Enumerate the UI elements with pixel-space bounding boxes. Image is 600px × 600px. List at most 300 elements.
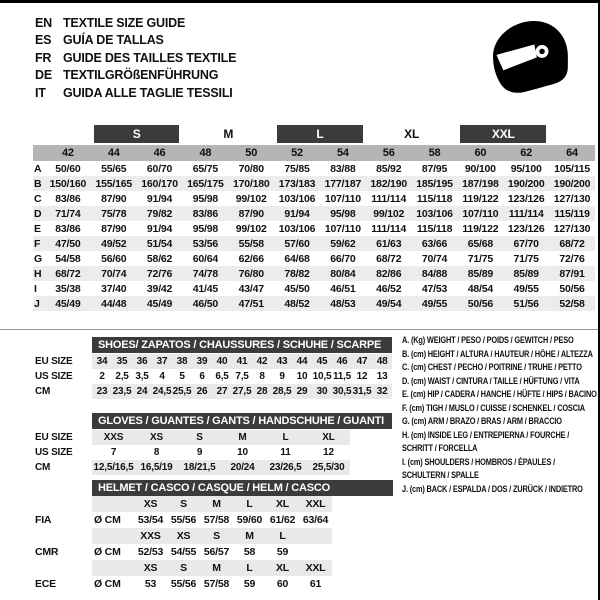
size-value: 11,5 [332, 371, 352, 382]
section-divider [0, 329, 600, 330]
measurement-value: 70/74 [91, 266, 137, 281]
size-value: 27,5 [232, 386, 252, 397]
helmet-size-value: 55/56 [170, 514, 197, 526]
size-value: 11 [280, 447, 291, 458]
measurement-value: 177/187 [320, 176, 366, 191]
measurement-value: 187/198 [457, 176, 503, 191]
size-column-header: 42 [45, 145, 91, 161]
row-label: EU SIZE [35, 432, 73, 443]
measurement-value: 83/86 [55, 192, 81, 205]
size-value: 35 [112, 354, 132, 369]
spacer-cell [33, 124, 91, 145]
row-label: US SIZE [35, 447, 73, 458]
spacer-cell [332, 544, 393, 560]
gloves-row [35, 430, 392, 445]
size-value: 7,5 [235, 371, 249, 382]
helmet-size-value: 61/62 [269, 514, 296, 526]
measurement-value: 45/50 [284, 282, 310, 295]
language-title-list [35, 14, 236, 102]
racing-helmet-icon [487, 12, 573, 108]
size-group-label-s: S [94, 125, 180, 143]
measurement-value: 87/91 [549, 266, 595, 281]
spacer-cell [35, 337, 92, 354]
spacer-cell [35, 480, 92, 496]
size-value: 3,5 [135, 371, 149, 382]
spacer-cell [332, 560, 393, 576]
size-value: 37 [152, 354, 172, 369]
measurement-value: 68/72 [45, 266, 91, 281]
size-column-header: 50 [228, 145, 274, 161]
helmet-size-value: 54/55 [170, 546, 197, 558]
size-value: 42 [252, 354, 272, 369]
helmet-size-header: L [266, 528, 299, 544]
measurement-value: 115/118 [416, 222, 453, 235]
measurement-value: 72/76 [559, 252, 585, 265]
measurement-value: 182/190 [366, 176, 412, 191]
measurement-value: 85/92 [376, 162, 402, 175]
measurement-value: 50/56 [559, 282, 585, 295]
measurement-value: 51/56 [503, 296, 549, 311]
legend-line: SCHRITT / FORCELLA [402, 443, 478, 453]
helmet-size-header: S [167, 496, 200, 512]
size-value: 10,5 [312, 371, 332, 382]
size-group-label-l: L [277, 125, 363, 143]
helmet-size-header-row [35, 496, 393, 512]
measurement-value: 190/200 [549, 176, 595, 191]
helmet-size-value: 59/60 [236, 514, 263, 526]
size-value: 2 [99, 371, 105, 382]
measurement-value: 103/106 [412, 206, 458, 221]
helmet-size-value: 59 [276, 546, 289, 558]
measurement-row [33, 221, 595, 236]
size-value: 27 [212, 384, 232, 399]
unit-label: Ø CM [94, 514, 121, 526]
size-value: 47 [352, 354, 372, 369]
measurement-value: 62/66 [238, 252, 264, 265]
size-value: 38 [172, 354, 192, 369]
measurement-value: 190/200 [503, 176, 549, 191]
helmet-standard-row [35, 544, 393, 560]
measurement-row [33, 281, 595, 296]
legend-line: A. (Kg) WEIGHT / PESO / POIDS / GEWITCH / PESO [402, 335, 574, 345]
spacer-cell [35, 413, 92, 430]
language-row [35, 14, 236, 32]
measurement-value: 68/72 [376, 252, 402, 265]
measurement-value: 115/118 [416, 192, 453, 205]
row-label: EU SIZE [35, 356, 73, 367]
row-label: CM [35, 462, 51, 473]
helmet-size-value: 59 [243, 578, 256, 590]
measurement-value: 87/95 [421, 162, 448, 175]
helmet-title-row [35, 480, 393, 496]
measurement-value: 41/45 [192, 282, 219, 295]
legend-item [402, 348, 599, 362]
measurement-value: 48/54 [467, 282, 493, 295]
size-value: 41 [232, 354, 252, 369]
measurement-value: 70/74 [421, 252, 448, 265]
measurement-value: 107/110 [324, 222, 361, 235]
legend-line: H. (cm) INSIDE LEG / ENTREPIERNA / FOURCHE / [402, 429, 570, 440]
helmet-size-value: 53 [144, 578, 157, 590]
measurement-value: 60/64 [192, 252, 219, 265]
language-title: TEXTILE SIZE GUIDE [63, 15, 186, 30]
measurement-value: 95/98 [320, 206, 366, 221]
visor-pivot-dot [539, 49, 545, 55]
helmet-size-value: 61 [309, 578, 322, 590]
size-value: 25,5/30 [307, 460, 350, 475]
size-value: 26 [192, 384, 212, 399]
size-value: L [264, 430, 307, 445]
helmet-size-value: 56/57 [203, 546, 230, 558]
measurement-value: 99/102 [235, 192, 267, 205]
legend-line: F. (cm) TIGH / MUSLO / CUISSE / SCHENKEL / COSCIA [402, 402, 585, 413]
spacer-cell [33, 145, 45, 161]
measurement-value: 83/88 [330, 162, 356, 175]
standard-label: ECE [35, 578, 56, 590]
helmet-size-header: XL [266, 496, 299, 512]
measurement-value: 46/52 [376, 282, 402, 295]
size-group-label-xl: XL [404, 127, 420, 141]
legend-item [402, 415, 599, 429]
legend-line: B. (cm) HEIGHT / ALTURA / HAUTEUR / HÖHE / ALTEZZA [402, 348, 593, 359]
gloves-title: GLOVES / GUANTES / GANTS / HANDSCHUHE / GUANTI [92, 413, 392, 429]
measurement-value: 51/54 [137, 236, 183, 251]
size-column-header: 54 [320, 145, 366, 161]
measurement-value: 165/175 [182, 176, 228, 191]
helmet-size-value: 52/53 [137, 546, 164, 558]
group-cell [366, 124, 458, 145]
unit-label: Ø CM [94, 578, 121, 590]
legend-line: D. (cm) WAIST / CINTURA / TAILLE / HÜFTUNG / VITA [402, 375, 580, 386]
measurement-value: 50/56 [457, 296, 503, 311]
row-letter: J [33, 296, 45, 311]
size-column-header: 64 [549, 145, 595, 161]
helmet-size-header: XS [134, 496, 167, 512]
size-value: 13 [376, 371, 388, 382]
textile-size-table [33, 124, 595, 311]
language-row [35, 32, 236, 50]
size-value: 44 [292, 354, 312, 369]
spacer-cell [332, 576, 393, 592]
row-letter: H [33, 266, 45, 281]
measurement-row [33, 191, 595, 206]
helmet-size-header: L [233, 496, 266, 512]
language-code: IT [35, 85, 46, 100]
size-value: 10 [237, 447, 248, 458]
helmet-size-value: 53/54 [137, 514, 164, 526]
legend-line: SCHULTERN / SPALLE [402, 470, 479, 480]
measurement-value: 67/70 [503, 236, 549, 251]
measurement-value: 78/82 [274, 266, 320, 281]
legend-item [402, 375, 599, 389]
legend-item [402, 334, 599, 348]
row-letter: B [33, 176, 45, 191]
legend-item [402, 429, 599, 456]
size-value: 5 [179, 371, 185, 382]
size-value: 23 [92, 384, 112, 399]
language-code: EN [35, 15, 52, 30]
measurement-value: 111/114 [371, 222, 407, 235]
measurement-value: 47/53 [421, 282, 448, 295]
measurement-value: 84/88 [412, 266, 458, 281]
legend-line: C. (cm) CHEST / PECHO / POITRINE / TRUHE / PETTO [402, 362, 582, 372]
title-bar-cell [92, 337, 392, 354]
size-value: 32 [372, 384, 392, 399]
helmet-size-value: 58 [243, 546, 256, 558]
measurement-value: 99/102 [235, 222, 267, 235]
measurement-value: 57/60 [274, 236, 320, 251]
spacer-cell [549, 124, 595, 145]
size-value: XXS [92, 430, 135, 445]
language-title: TEXTILGRÖßENFÜHRUNG [63, 68, 219, 83]
measurement-value: 173/183 [274, 176, 320, 191]
spacer-cell [350, 445, 392, 460]
measurement-legend [402, 334, 599, 496]
measurement-value: 99/102 [366, 206, 412, 221]
measurement-value: 123/126 [507, 192, 545, 205]
measurement-value: 47/50 [45, 236, 91, 251]
measurement-value: 54/58 [55, 252, 81, 265]
size-value: M [221, 430, 264, 445]
measurement-row [33, 266, 595, 281]
helmet-size-header: XXS [134, 528, 167, 544]
measurement-value: 91/94 [146, 222, 173, 235]
spacer-cell [92, 528, 134, 544]
measurement-value: 46/51 [330, 282, 356, 295]
measurement-value: 55/65 [101, 162, 127, 175]
measurement-value: 103/106 [278, 222, 316, 235]
row-letter: F [33, 236, 45, 251]
measurement-value: 50/60 [55, 162, 81, 175]
shoes-title: SHOES/ ZAPATOS / CHAUSSURES / SCHUHE / SCARPE [92, 337, 392, 353]
size-value: 24,5 [152, 386, 172, 397]
measurement-row [33, 206, 595, 221]
size-column-header: 58 [412, 145, 458, 161]
measurement-row [33, 161, 595, 176]
measurement-row [33, 176, 595, 191]
measurement-row [33, 296, 595, 311]
size-value: 40 [212, 354, 232, 369]
measurement-value: 160/170 [137, 176, 183, 191]
measurement-value: 127/130 [553, 222, 591, 235]
measurement-value: 60/70 [146, 162, 173, 175]
helmet-title: HELMET / CASCO / CASQUE / HELM / CASCO [92, 480, 393, 496]
size-column-header: 56 [366, 145, 412, 161]
helmet-size-header: XXL [299, 496, 332, 512]
size-value: 31,5 [352, 386, 372, 397]
size-value: S [178, 430, 221, 445]
measurement-value: 65/68 [457, 236, 503, 251]
size-value: 29 [292, 384, 312, 399]
size-value: 18/21,5 [178, 460, 221, 475]
size-value: 28,5 [272, 386, 292, 397]
size-value: 16,5/19 [135, 460, 178, 475]
size-value: 36 [132, 354, 152, 369]
measurement-value: 85/89 [503, 266, 549, 281]
spacer-cell [350, 460, 392, 475]
measurement-value: 68/72 [549, 236, 595, 251]
shoes-row [35, 354, 392, 369]
size-value: 20/24 [221, 460, 264, 475]
helmet-size-table [35, 480, 393, 592]
helmet-size-value: 60 [276, 578, 289, 590]
row-letter: D [33, 206, 45, 221]
size-group-header-row [33, 124, 595, 145]
group-cell [91, 124, 183, 145]
measurement-value: 55/58 [228, 236, 274, 251]
measurement-value: 85/89 [457, 266, 503, 281]
helmet-size-header: XS [167, 528, 200, 544]
helmet-size-header: M [200, 496, 233, 512]
helmet-size-header: S [200, 528, 233, 544]
measurement-value: 111/114 [503, 206, 549, 221]
size-value: 30,5 [332, 386, 352, 397]
measurement-value: 49/55 [513, 282, 539, 295]
helmet-size-header: XXL [299, 560, 332, 576]
size-column-header: 48 [182, 145, 228, 161]
spacer-cell [35, 496, 92, 512]
row-letter: G [34, 252, 42, 265]
helmet-standard-row [35, 576, 393, 592]
measurement-value: 53/56 [182, 236, 228, 251]
helmet-size-value: 63/64 [302, 514, 329, 526]
legend-item [402, 388, 599, 402]
measurement-value: 39/42 [146, 282, 173, 295]
language-title: GUIDA ALLE TAGLIE TESSILI [63, 85, 233, 100]
measurement-value: 95/100 [510, 162, 542, 175]
size-value: XL [307, 430, 350, 445]
legend-item [402, 402, 599, 416]
helmet-size-value [299, 544, 332, 560]
measurement-value: 107/110 [457, 206, 503, 221]
size-value: 25,5 [172, 386, 192, 397]
measurement-value: 80/84 [320, 266, 366, 281]
size-value: 46 [332, 354, 352, 369]
measurement-value: 64/68 [284, 252, 310, 265]
measurement-value: 103/106 [278, 192, 316, 205]
spacer-cell [92, 496, 134, 512]
language-code: ES [35, 33, 52, 48]
size-group-label-m: M [223, 127, 234, 141]
size-value: 9 [279, 371, 285, 382]
legend-item [402, 361, 599, 375]
language-row [35, 84, 236, 102]
size-value: 45 [312, 354, 332, 369]
measurement-value: 82/86 [366, 266, 412, 281]
size-value: 4 [159, 371, 165, 382]
measurement-value: 63/66 [412, 236, 458, 251]
measurement-value: 58/62 [146, 252, 173, 265]
spacer-cell [332, 496, 393, 512]
size-value: 48 [372, 354, 392, 369]
measurement-value: 90/100 [464, 162, 496, 175]
measurement-value: 37/40 [101, 282, 127, 295]
size-group-label-xxl: XXL [460, 125, 546, 143]
size-value: 23/26,5 [264, 460, 307, 475]
gloves-title-row [35, 413, 392, 430]
helmet-size-header-row [35, 528, 393, 544]
row-letter: C [34, 192, 42, 205]
measurement-value: 115/119 [549, 206, 595, 221]
size-value: 2,5 [115, 371, 129, 382]
group-cell [182, 124, 274, 145]
row-letter: E [34, 222, 41, 235]
measurement-value: 119/122 [462, 192, 499, 205]
spacer-cell [332, 528, 393, 544]
measurement-value: 79/82 [137, 206, 183, 221]
measurement-value: 91/94 [274, 206, 320, 221]
helmet-size-value: 55/56 [170, 578, 197, 590]
measurement-value: 49/54 [366, 296, 412, 311]
helmet-size-header-row [35, 560, 393, 576]
measurement-value: 155/165 [91, 176, 137, 191]
measurement-value: 87/90 [228, 206, 274, 221]
measurement-value: 72/76 [137, 266, 183, 281]
size-value: 7 [110, 447, 117, 458]
size-value: 9 [196, 447, 203, 458]
measurement-value: 45/49 [45, 296, 91, 311]
spacer-cell [92, 560, 134, 576]
measurement-value: 127/130 [553, 192, 591, 205]
legend-line: G. (cm) ARM / BRAZO / BRAS / ARM / BRACCIO [402, 416, 562, 426]
shoes-row [35, 369, 392, 384]
size-column-header: 62 [503, 145, 549, 161]
measurement-value: 75/85 [284, 162, 310, 175]
measurement-value: 150/160 [45, 176, 91, 191]
measurement-value: 49/55 [412, 296, 458, 311]
group-cell [457, 124, 549, 145]
measurement-value: 83/86 [55, 222, 81, 235]
measurement-value: 61/63 [366, 236, 412, 251]
row-label: CM [35, 386, 51, 397]
measurement-value: 46/50 [182, 296, 228, 311]
measurement-value: 105/115 [554, 162, 591, 175]
size-value: 23,5 [112, 386, 132, 397]
measurement-row [33, 236, 595, 251]
spacer-cell [35, 560, 92, 576]
helmet-size-header: L [233, 560, 266, 576]
size-value: 8 [153, 447, 160, 458]
measurement-value: 74/78 [182, 266, 228, 281]
language-row [35, 49, 236, 67]
measurement-value: 87/90 [101, 192, 127, 205]
size-column-header: 44 [91, 145, 137, 161]
language-row [35, 67, 236, 85]
helmet-standard-row [35, 512, 393, 528]
measurement-value: 43/47 [238, 282, 264, 295]
helmet-size-header: M [233, 528, 266, 544]
size-value: 30 [312, 384, 332, 399]
row-letter: A [34, 162, 42, 175]
measurement-value: 76/80 [228, 266, 274, 281]
language-title: GUÍA DE TALLAS [63, 33, 164, 48]
helmet-size-value: 57/58 [203, 514, 230, 526]
shoes-title-row [35, 337, 392, 354]
helmet-size-header: S [167, 560, 200, 576]
size-value: 12 [356, 371, 368, 382]
unit-label: Ø CM [94, 546, 121, 558]
size-column-header: 46 [137, 145, 183, 161]
size-value: 28 [252, 384, 272, 399]
measurement-value: 48/53 [320, 296, 366, 311]
size-value: XS [135, 430, 178, 445]
measurement-value: 185/195 [412, 176, 458, 191]
measurement-value: 49/52 [91, 236, 137, 251]
measurement-value: 70/80 [238, 162, 264, 175]
helmet-icon-graphic [487, 12, 573, 108]
measurement-value: 45/49 [137, 296, 183, 311]
measurement-value: 71/74 [45, 206, 91, 221]
